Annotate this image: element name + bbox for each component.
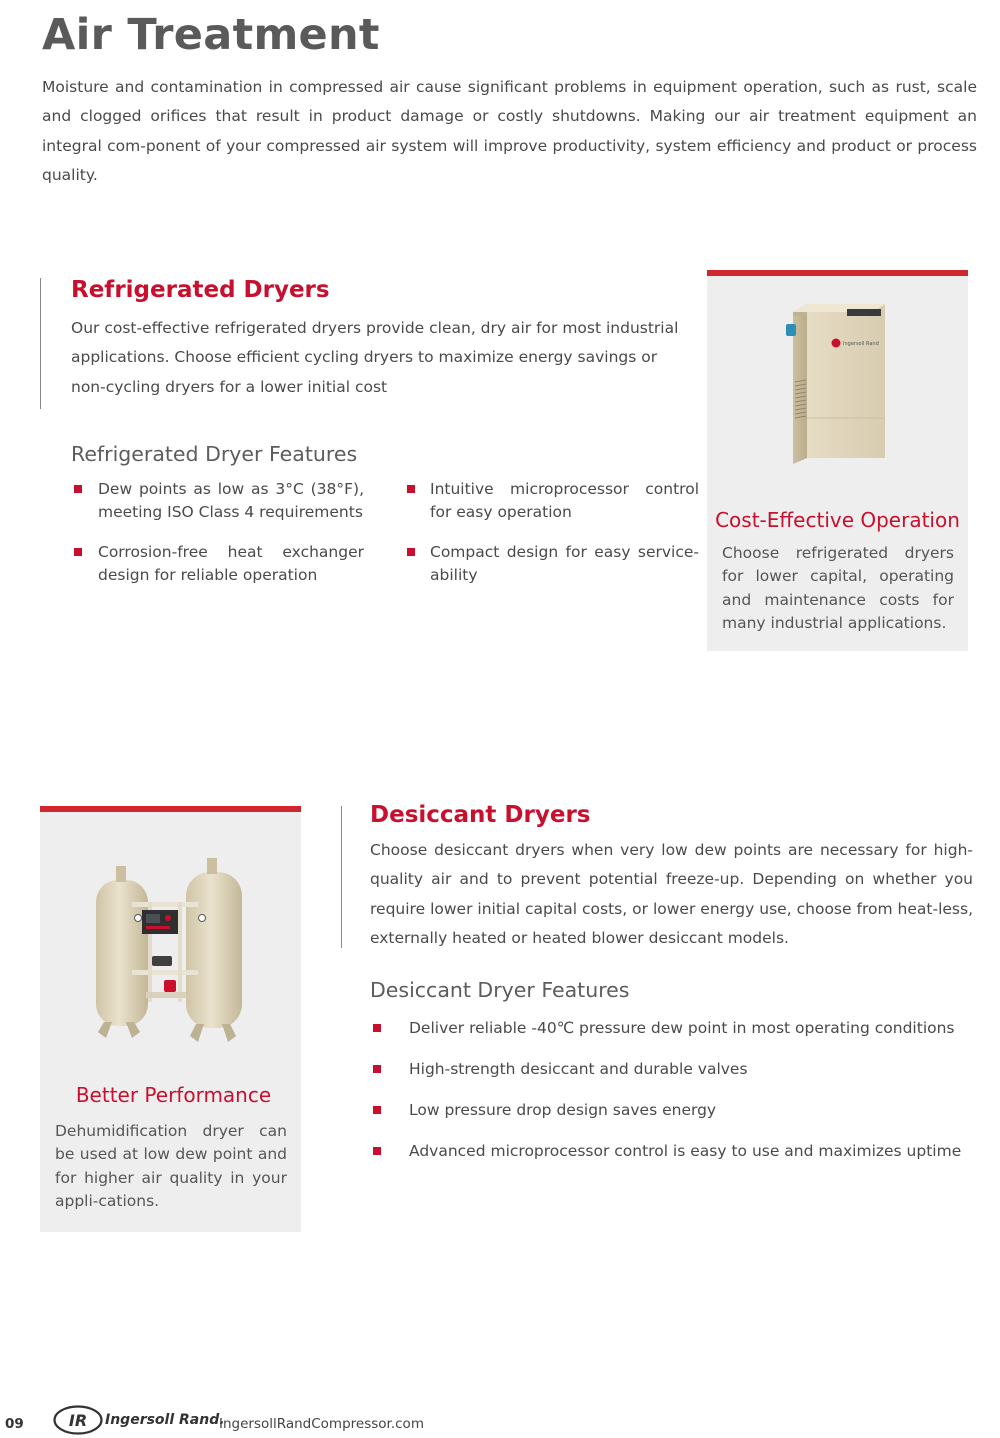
- bullet-square-icon: [373, 1106, 381, 1114]
- ingersoll-rand-logo: [53, 1405, 225, 1435]
- feature-text: Corrosion-free heat exchanger design for reliable operation: [98, 543, 364, 584]
- refrigerated-body: Our cost-effective refrigerated dryers provide clean, dry air for most industrial applications. Choose efficient cycling dryers to maximize energy savings or non-cycling dryers for a lower initial cost: [71, 319, 679, 396]
- desiccant-feature-item: [373, 1058, 973, 1081]
- page-number: 09: [5, 1416, 24, 1432]
- ir-logo-icon: [53, 1405, 103, 1435]
- svg-text:IR: IR: [68, 1411, 88, 1430]
- svg-text:Ingersoll Rand: Ingersoll Rand: [843, 341, 879, 347]
- page-title: Air Treatment: [42, 10, 380, 60]
- bullet-square-icon: [407, 548, 415, 556]
- bullet-square-icon: [373, 1024, 381, 1032]
- bullet-square-icon: [74, 485, 82, 493]
- desiccant-body: Choose desiccant dryers when very low dew points are necessary for high-quality air and to prevent potential freeze-up. Depending on whether you require lower initial capital costs, or lower energy use, choose from heat-less, externally heated or heated blower desiccant models.: [370, 841, 973, 947]
- feature-text: Dew points as low as 3°C (38°F), meeting ISO Class 4 requirements: [98, 480, 364, 521]
- cost-effective-card: [707, 270, 968, 651]
- card-text: Choose refrigerated dryers for lower capital, operating and maintenance costs for many industrial applications.: [722, 544, 954, 632]
- refrigerated-feature-item: [407, 478, 699, 524]
- better-performance-card: [40, 806, 301, 1232]
- section-divider-line: [341, 806, 342, 948]
- bullet-square-icon: [74, 548, 82, 556]
- feature-text: Deliver reliable -40℃ pressure dew point in most operating conditions: [409, 1019, 955, 1037]
- desiccant-feature-item: [373, 1099, 973, 1122]
- feature-text: Intuitive microprocessor control for easy operation: [430, 480, 699, 521]
- refrigerated-title: Refrigerated Dryers: [71, 277, 330, 303]
- section-divider-line: [40, 278, 41, 409]
- bullet-square-icon: [407, 485, 415, 493]
- card-title: Better Performance: [75, 1083, 272, 1107]
- feature-text: Low pressure drop design saves energy: [409, 1101, 717, 1119]
- refrigerated-dryer-image: [783, 298, 893, 468]
- website-link[interactable]: IngersollRandCompressor.com: [219, 1416, 424, 1432]
- refrigerated-feature-item: [74, 478, 364, 524]
- feature-text: High-strength desiccant and durable valves: [409, 1060, 748, 1078]
- feature-text: Advanced microprocessor control is easy to use and maximizes uptime: [409, 1142, 962, 1160]
- bullet-square-icon: [373, 1147, 381, 1155]
- intro-paragraph: Moisture and contamination in compressed air cause significant problems in equipment operation, such as rust, scale and clogged orifices that result in product damage or costly shutdowns. Making our air treatment equipment an integral com-ponent of your compressed air system will improve productivity, system efficiency and product or process quality.: [42, 78, 977, 184]
- desiccant-features-title: Desiccant Dryer Features: [370, 978, 630, 1002]
- desiccant-feature-item: [373, 1140, 973, 1163]
- feature-text: Compact design for easy service-ability: [430, 543, 699, 584]
- refrigerated-feature-item: [407, 541, 699, 587]
- desiccant-title: Desiccant Dryers: [370, 802, 591, 828]
- desiccant-dryer-image: [90, 852, 250, 1052]
- refrigerated-feature-item: [74, 541, 364, 587]
- desiccant-feature-item: [373, 1017, 973, 1040]
- card-title: Cost-Effective Operation: [715, 508, 960, 532]
- card-text: Dehumidification dryer can be used at low dew point and for higher air quality in your appli-cations.: [55, 1122, 287, 1210]
- brand-name: Ingersoll Rand.: [105, 1412, 225, 1428]
- refrigerated-features-title: Refrigerated Dryer Features: [71, 442, 358, 466]
- bullet-square-icon: [373, 1065, 381, 1073]
